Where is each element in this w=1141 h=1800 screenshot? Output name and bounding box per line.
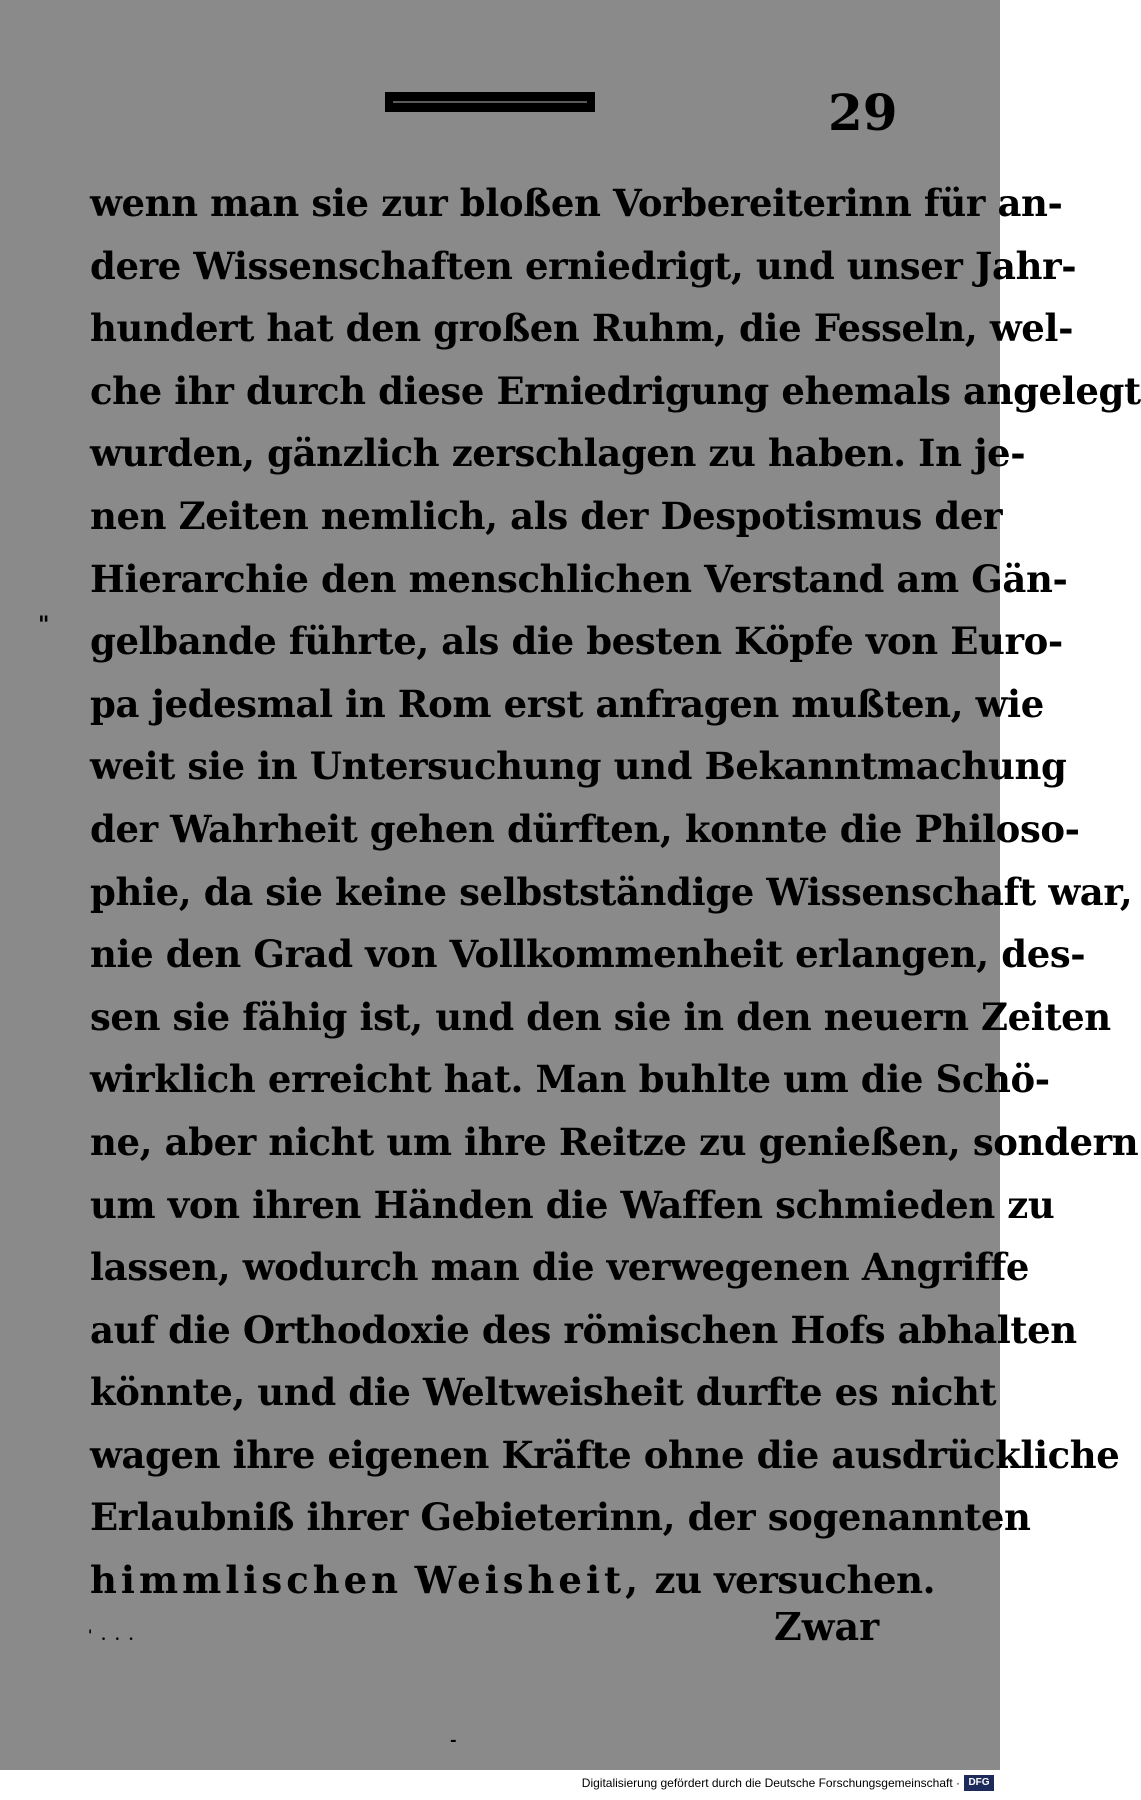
text-line: gelbande führte, als die besten Köpfe von Euro- xyxy=(90,619,1063,664)
text-line: sen sie fähig ist, und den sie in den neuern Zeiten xyxy=(90,994,1111,1039)
margin-mark: " xyxy=(38,612,50,638)
text-line: hundert hat den großen Ruhm, die Fesseln, wel- xyxy=(90,306,1074,351)
text-line: Erlaubniß ihrer Gebieterinn, der sogenannten xyxy=(90,1495,1031,1540)
text-line: wagen ihre eigenen Kräfte ohne die ausdrückliche xyxy=(90,1432,1120,1477)
text-line: nen Zeiten nemlich, als der Despotismus der xyxy=(90,493,1003,538)
text-line: pa jedesmal in Rom erst anfragen mußten, wie xyxy=(90,681,1044,726)
text-line: auf die Orthodoxie des römischen Hofs abhalten xyxy=(90,1307,1077,1352)
digitization-footer xyxy=(0,1770,1000,1800)
text-line: könnte, und die Weltweisheit durfte es nicht xyxy=(90,1370,997,1415)
text-line: wurden, gänzlich zerschlagen zu haben. In je- xyxy=(90,431,1026,476)
text-line: che ihr durch diese Erniedrigung ehemals angelegt xyxy=(90,368,1141,413)
catchword: Zwar xyxy=(774,1604,880,1649)
text-line: der Wahrheit gehen dürften, konnte die Philoso- xyxy=(90,806,1080,851)
text-line: phie, da sie keine selbstständige Wissenschaft war, xyxy=(90,869,1133,914)
text-line: wirklich erreicht hat. Man buhlte um die Schö- xyxy=(90,1057,1050,1102)
text-line: weit sie in Untersuchung und Bekanntmachung xyxy=(90,744,1067,789)
dfg-logo: DFG xyxy=(964,1775,994,1791)
text-line: wenn man sie zur bloßen Vorbereiterinn für an- xyxy=(90,181,1063,225)
text-line: nie den Grad von Vollkommenheit erlangen, des- xyxy=(90,932,1086,977)
margin-mark: ' . . . xyxy=(88,1628,136,1644)
page-number: 29 xyxy=(828,83,898,142)
spaced-word: himmlischen xyxy=(90,1558,403,1603)
body-text xyxy=(90,172,1141,1612)
margin-mark: - xyxy=(450,1730,457,1749)
text-line: ne, aber nicht um ihre Reitze zu genießen, sondern xyxy=(90,1119,1139,1164)
text-line: lassen, wodurch man die verwegenen Angriffe xyxy=(90,1245,1030,1290)
text-line: um von ihren Händen die Waffen schmieden zu xyxy=(90,1182,1055,1227)
header-rule xyxy=(385,92,595,112)
text-line-last xyxy=(90,1549,936,1612)
text-line: Hierarchie den menschlichen Verstand am Gän- xyxy=(90,556,1068,601)
line-end-text: zu versuchen. xyxy=(654,1558,936,1603)
spaced-word: Weisheit, xyxy=(414,1558,642,1603)
text-line: dere Wissenschaften erniedrigt, und unser Jahr- xyxy=(90,243,1077,288)
funding-credit: Digitalisierung gefördert durch die Deutsche Forschungsgemeinschaft · xyxy=(581,1776,960,1790)
